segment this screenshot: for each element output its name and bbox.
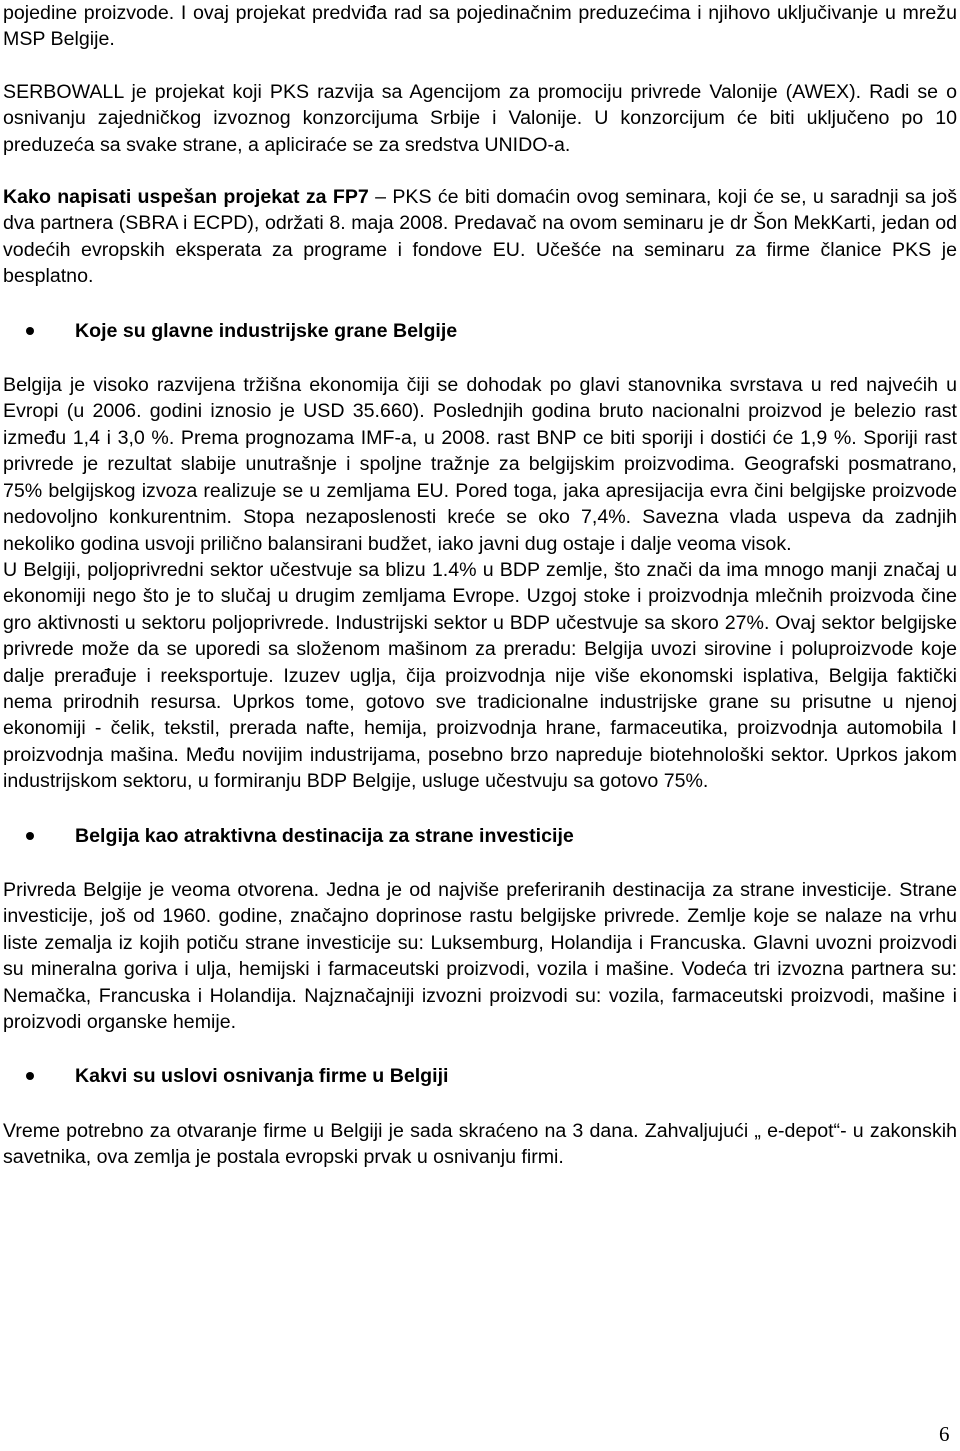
paragraph-sectors: U Belgiji, poljoprivredni sektor učestvuje sa blizu 1.4% u BDP zemlje, što znači da ima mnogo manji značaj u ekonomiji nego što je to slučaj u drugim zemljama Evrope. Uzgoj stoke i proizvodnja mlečnih proizvoda čine gro aktivnosti u sektoru poljoprivrede. Industrijski sektor u BDP učestvuje sa skoro 27%. Ovaj sektor belgijske privrede može da se uporedi sa složenom mašinom za preradu: Belgija uvozi sirovine i poluproizvode koje dalje prerađuje i reeksportuje. Izuzev uglja, čija proizvodnja nije više ekonomski isplativa, Belgija faktički nema prirodnih resursa. Uprkos tome, gotovo sve tradicionalne industrijske grane su prisutne u njenoj ekonomiji - čelik, tekstil, prerada nafte, hemija, proizvodnja hrane, farmaceutika, proizvodnja automobila I proizvodnja mašina. Među novijim industrijama, posebno brzo napreduje biotehnološki sektor. Uprkos jakom industrijskom sektoru, u formiranju BDP Belgije, usluge učestvuju sa gotovo 75%.: [3, 558, 957, 793]
bullet-icon: [3, 823, 75, 849]
section-heading-industries: [3, 318, 957, 344]
section-heading-company-setup: [3, 1063, 957, 1089]
fp7-seminar-title: Kako napisati uspešan projekat za FP7: [3, 186, 369, 209]
document-page: [3, 0, 957, 1171]
paragraph-economy: Belgija je visoko razvijena tržišna ekonomija čiji se dohodak po glavi stanovnika svrstava u red najvećih u Evropi (u 2006. godini iznosio je USD 35.660). Poslednjih godina bruto nacionalni proizvod je belezio rast između 1,4 i 3,0 %. Prema prognozama IMF-a, u 2008. rast BNP ce biti sporiji i dostići će 1,9 %. Sporiji rast privrede je rezultat slabije unutrašnje i spoljne tražnje za belgijskim proizvodima. Geografski posmatrano, 75% belgijskog izvoza realizuje se u zemljama EU. Pored toga, jaka apresijacija evra čini belgijske proizvode nedovoljno konkurentnim. Stopa nezaposlenosti kreće se oko 7,4%. Savezna vlada uspeva da zadnjih nekoliko godina usvoji prilično balansirani budžet, iako javni dug ostaje i dalje veoma visok.: [3, 374, 957, 555]
paragraph-intro: pojedine proizvode. I ovaj projekat predviđa rad sa pojedinačnim preduzećima i njihovo uključivanje u mrežu MSP Belgije.: [3, 2, 957, 51]
section-heading-investments: [3, 823, 957, 849]
fp7-seminar-text: – PKS će biti domaćin ovog seminara, koji će se, u saradnji sa još dva partnera (SBRA i ECPD), održati 8. maja 2008. Predavač na ovom seminaru je dr Šon MekKarti, jedan od vodećih evropskih eksperata za programe i fondove EU. Učešće na seminaru za firme članice PKS je besplatno.: [3, 186, 957, 288]
section-heading-text: Koje su glavne industrijske grane Belgije: [75, 319, 458, 342]
bullet-icon: [3, 318, 75, 344]
paragraph-fp7-seminar: [3, 184, 957, 290]
bullet-icon: [3, 1063, 75, 1089]
paragraph-serbowall: SERBOWALL je projekat koji PKS razvija sa Agencijom za promociju privrede Valonije (AWEX). Radi se o osnivanju zajedničkog izvoznog konzorcijuma Srbije i Valonije. U konzorcijum će biti uključeno po 10 preduzeća sa svake strane, a apliciraće se za sredstva UNIDO-a.: [3, 80, 957, 156]
page-number: 6: [939, 1422, 950, 1446]
section-heading-text: Kakvi su uslovi osnivanja firme u Belgiji: [75, 1065, 449, 1088]
paragraph-company-setup: Vreme potrebno za otvaranje firme u Belgiji je sada skraćeno na 3 dana. Zahvaljujući „ e-depot“- u zakonskih savetnika, ova zemlja je postala evropski prvak u osnivanju firmi.: [3, 1119, 957, 1169]
section-heading-text: Belgija kao atraktivna destinacija za strane investicije: [75, 824, 574, 847]
paragraph-investments: Privreda Belgije je veoma otvorena. Jedna je od najviše preferiranih destinacija za strane investicije. Strane investicije, još od 1960. godine, značajno doprinose rastu belgijske privrede. Zemlje koje se nalaze na vrhu liste zemalja iz kojih potiču strane investicije su: Luksemburg, Holandija i Francuska. Glavni uvozni proizvodi su mineralna goriva i ulja, hemijski i farmaceutski proizvodi, vozila i mašine. Vodeća tri izvozna partnera su: Nemačka, Francuska i Holandija. Najznačajniji izvozni proizvodi su: vozila, farmaceutski proizvodi, mašine i proizvodi organske hemije.: [3, 878, 957, 1033]
